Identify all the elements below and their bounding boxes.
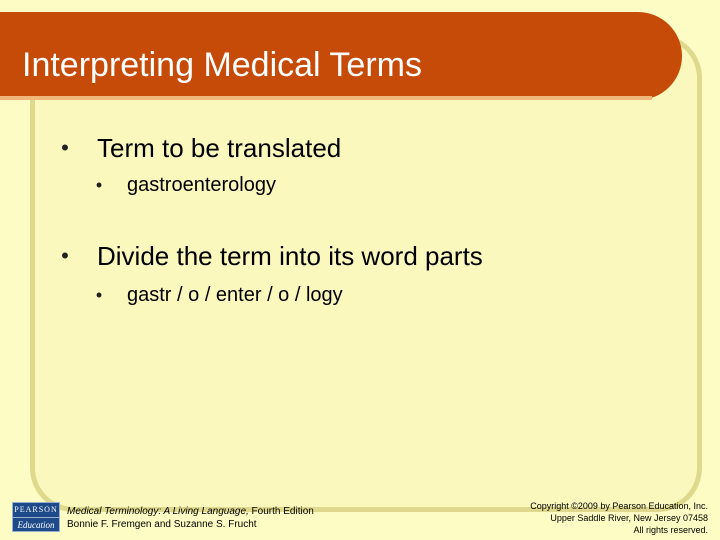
copyright-line-2: Upper Saddle River, New Jersey 07458	[550, 513, 708, 523]
book-title: Medical Terminology: A Living Language,	[67, 506, 249, 517]
footer-book-info	[67, 505, 314, 531]
pearson-logo	[12, 502, 60, 532]
book-authors: Bonnie F. Fremgen and Suzanne S. Frucht	[67, 519, 257, 530]
book-edition: Fourth Edition	[248, 506, 314, 517]
bullet-item-1	[55, 130, 341, 166]
sub-bullet-icon: •	[95, 174, 103, 195]
logo-line-2: Education	[17, 519, 55, 530]
bullet-item-2	[55, 238, 483, 274]
sub-bullet-text: gastr / o / enter / o / logy	[127, 283, 343, 306]
footer-book-title-line	[67, 505, 314, 518]
sub-bullet-item-1	[92, 170, 276, 200]
title-bar	[0, 12, 682, 100]
bullet-icon: •	[61, 135, 69, 160]
sub-bullet-text: gastroenterology	[127, 173, 276, 196]
sub-bullet-item-2	[92, 280, 343, 310]
footer-copyright	[530, 500, 708, 536]
bullet-text: Divide the term into its word parts	[97, 240, 483, 271]
logo-line-1: PEARSON	[13, 504, 59, 518]
bullet-icon: •	[61, 243, 69, 268]
copyright-line-3: All rights reserved.	[633, 525, 708, 535]
bullet-text: Term to be translated	[97, 132, 342, 163]
copyright-line-1: Copyright ©2009 by Pearson Education, Inc.	[530, 501, 708, 511]
slide-title: Interpreting Medical Terms	[22, 46, 422, 84]
sub-bullet-icon: •	[95, 284, 103, 305]
